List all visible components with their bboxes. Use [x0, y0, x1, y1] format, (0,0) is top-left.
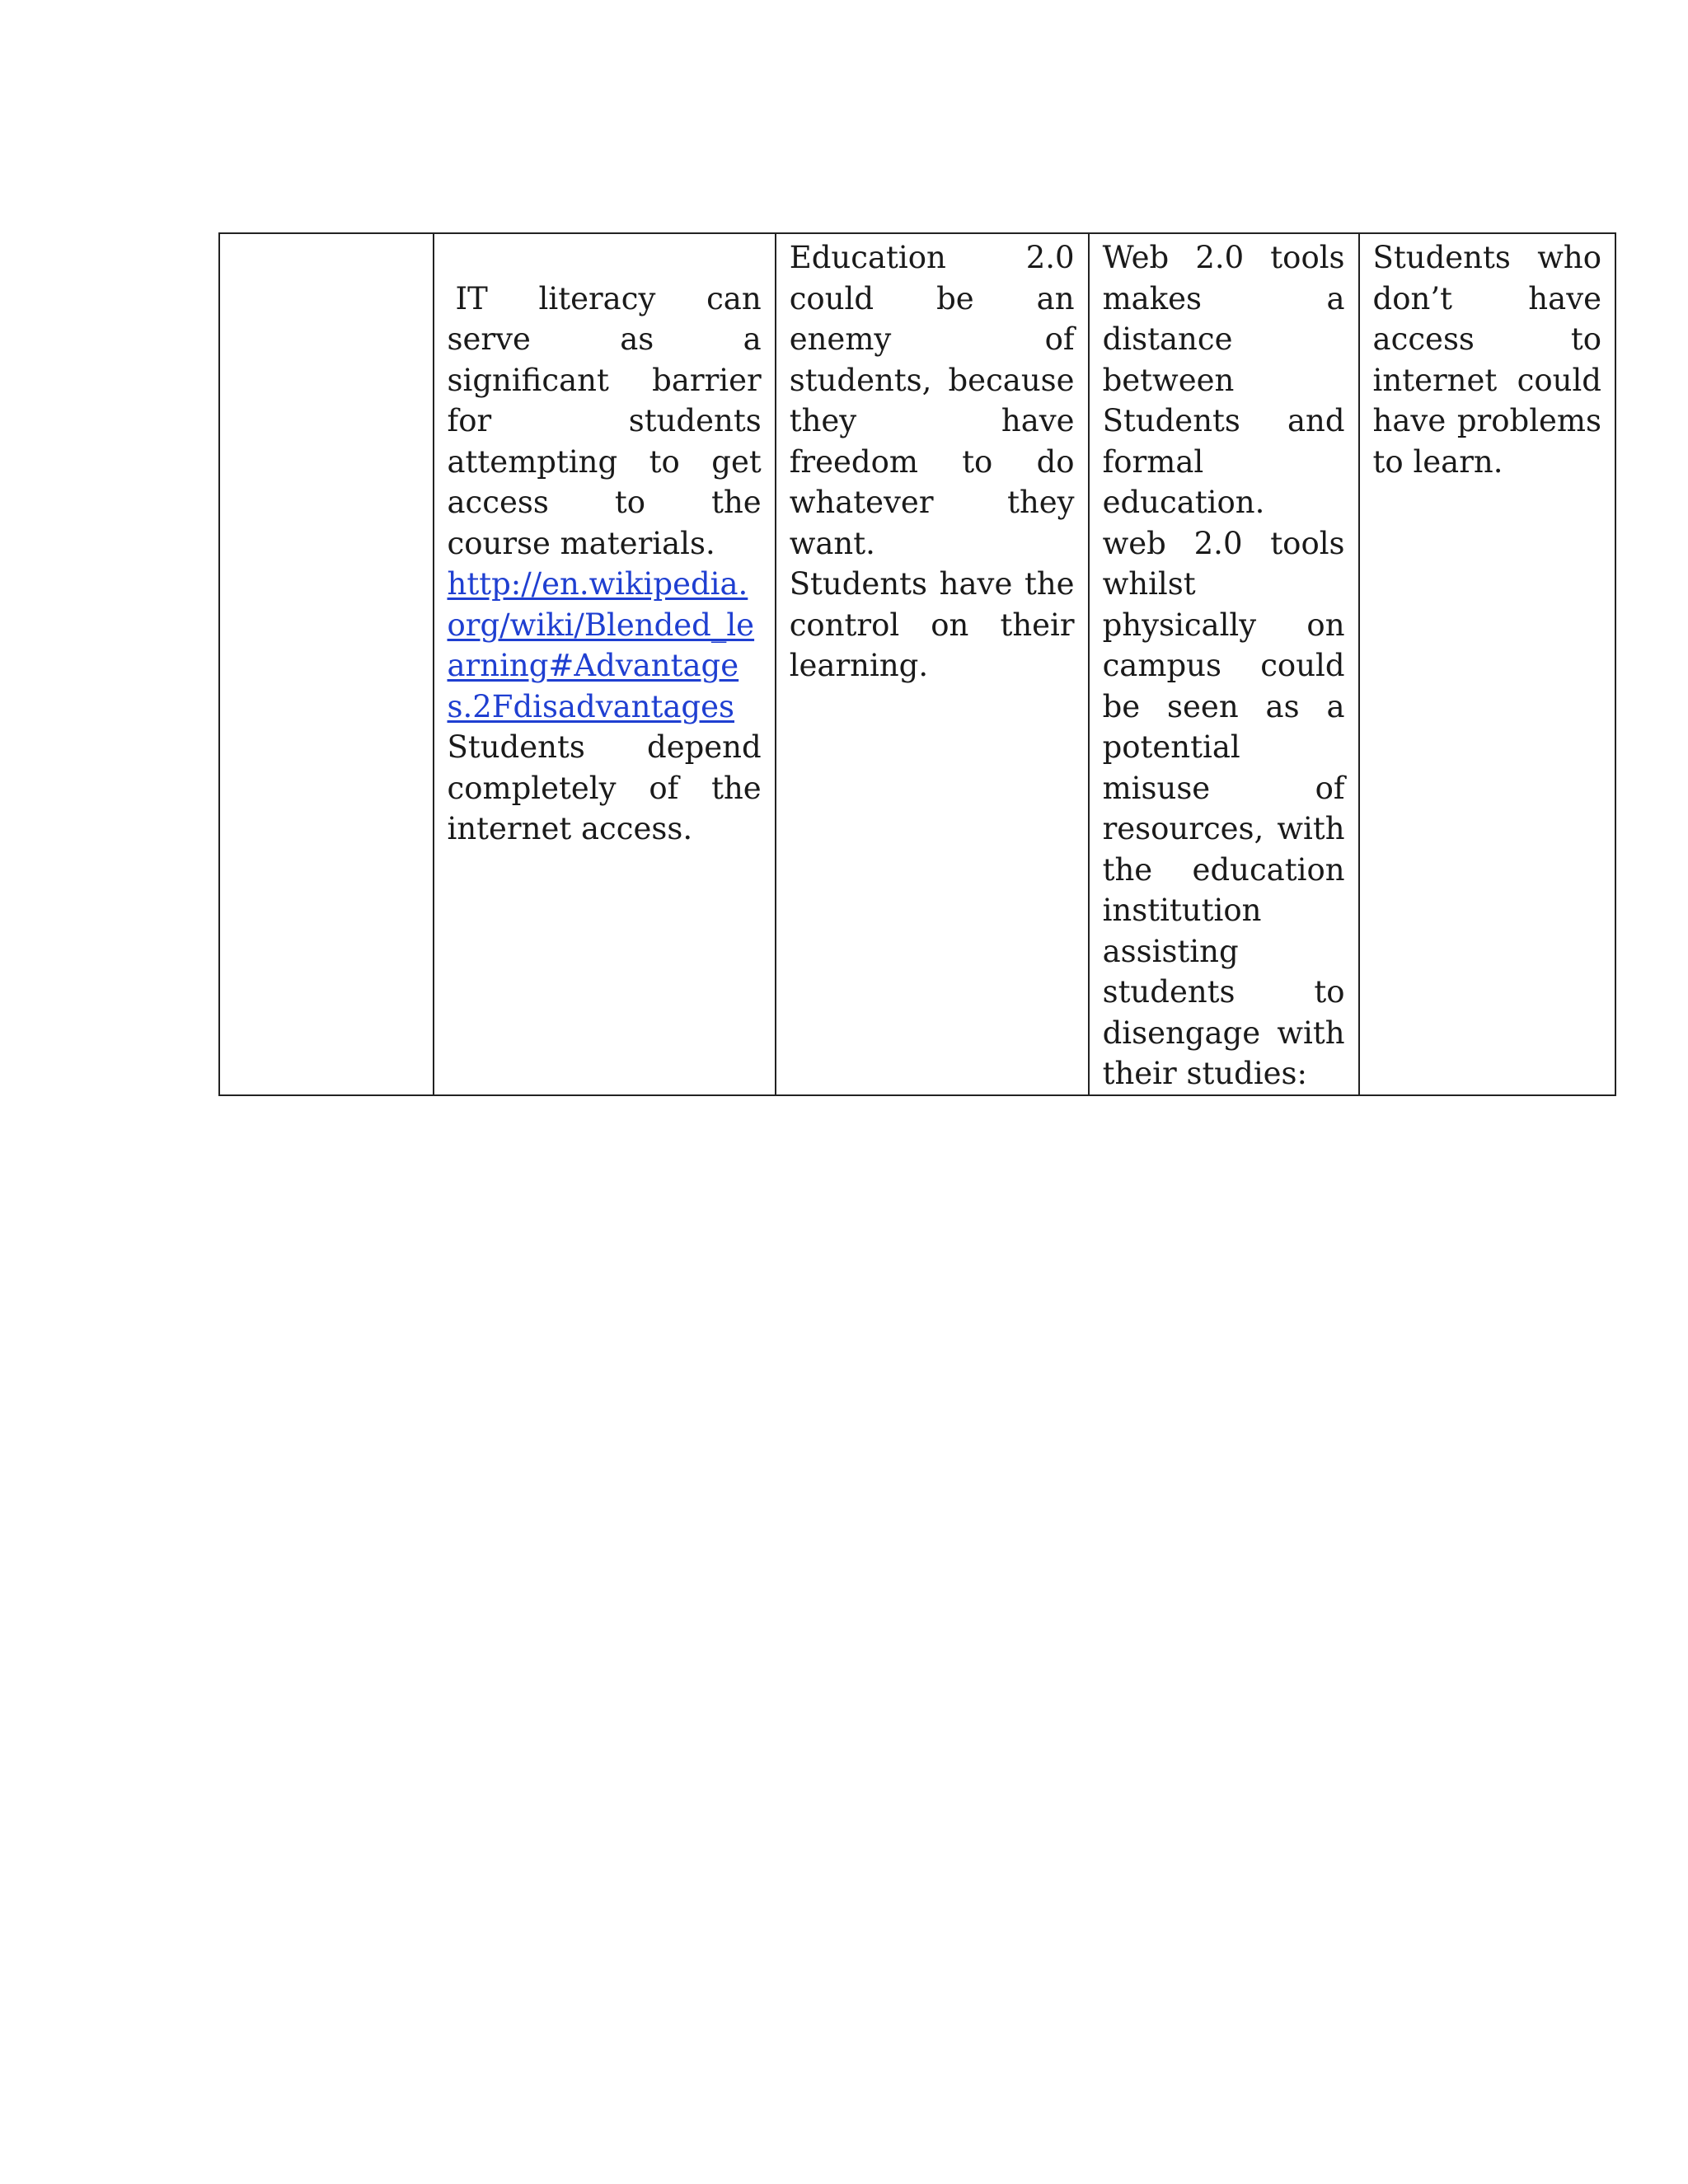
table-cell-web-2-0 [1089, 233, 1359, 1095]
cell-paragraph: web 2.0 tools whilst physically on campus could be seen as a potential misuse of resources, with the education institution assisting students to disengage with their studies: [1102, 525, 1345, 1091]
cell-paragraph: Students have the control on their learning. [789, 566, 1075, 683]
wikipedia-link[interactable]: http://en.wikipedia.org/wiki/Blended_learning#Advantages.2Fdisadvantages [447, 566, 755, 724]
table-cell-it-literacy [434, 233, 776, 1095]
cell-paragraph: Web 2.0 tools makes a distance between Students and formal education. [1102, 240, 1345, 520]
content-table [218, 232, 1616, 1096]
cell-paragraph: IT literacy can serve as a significant barrier for students attempting to get access to the course materials. [447, 280, 762, 561]
table-cell-empty [219, 233, 434, 1095]
table-row [219, 233, 1615, 1095]
cell-paragraph: Students who don’t have access to internet could have problems to learn. [1372, 240, 1601, 480]
cell-paragraph: Education 2.0 could be an enemy of students, because they have freedom to do whatever they want. [789, 240, 1075, 561]
table-cell-education-2-0 [776, 233, 1089, 1095]
cell-paragraph: Students depend completely of the internet access. [447, 729, 762, 846]
table-cell-internet-access [1359, 233, 1615, 1095]
blank-line [448, 237, 762, 279]
